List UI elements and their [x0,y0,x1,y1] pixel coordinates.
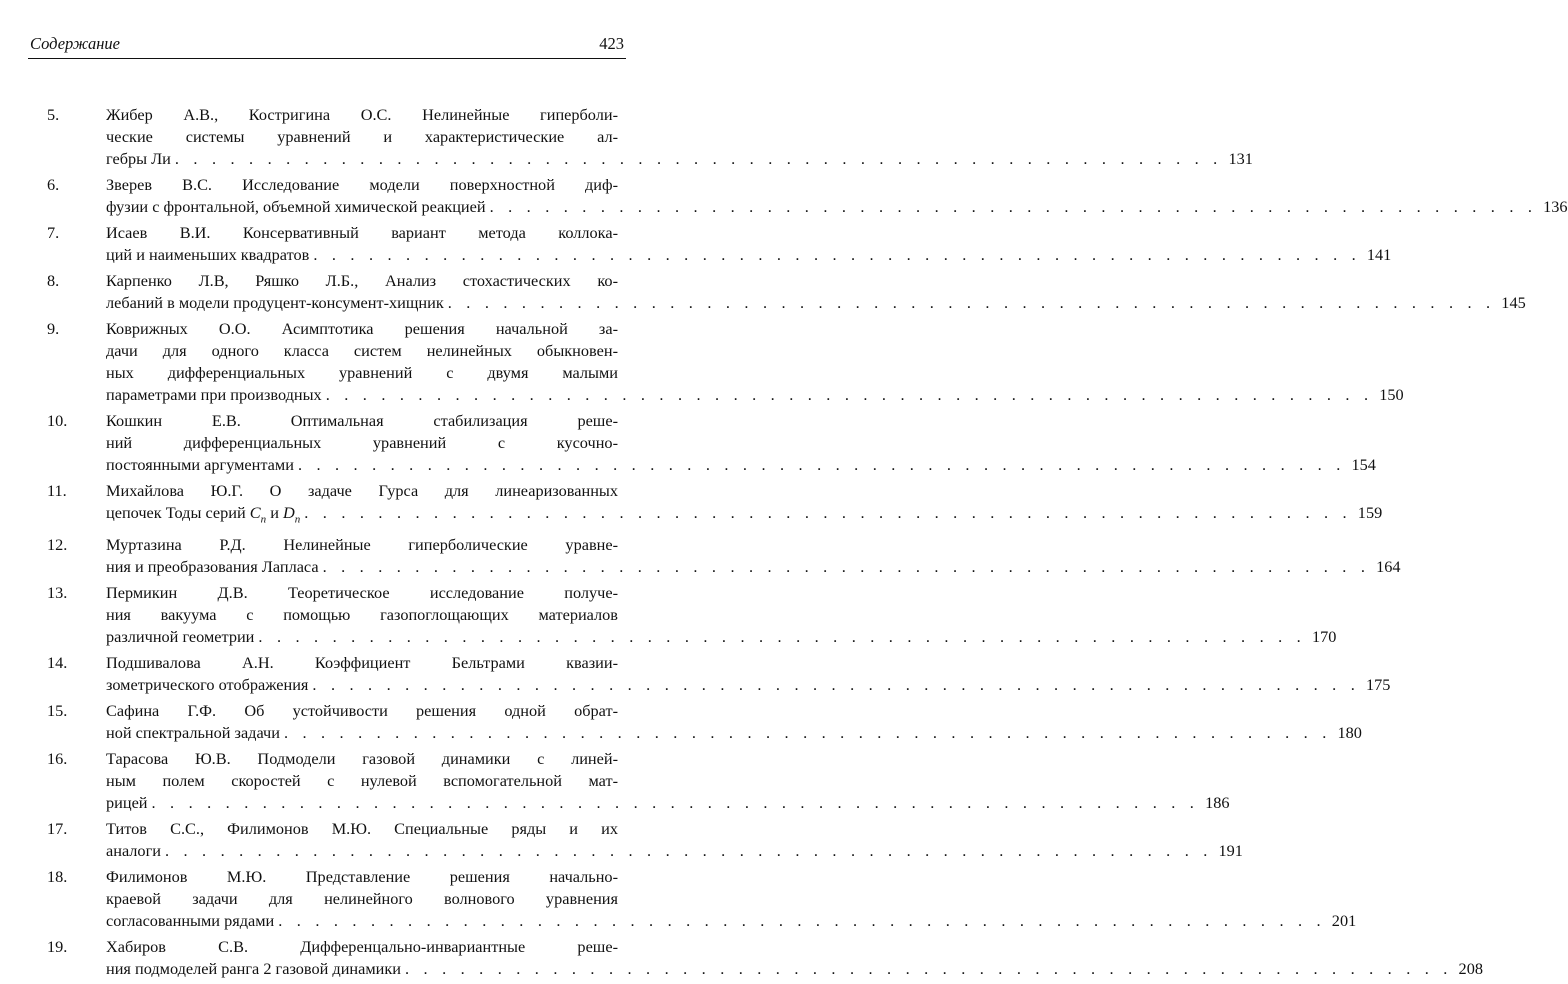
entry-text [106,582,1337,648]
entry-last-line [106,196,1568,218]
entry-line: Карпенко Л.В, Ряшко Л.Б., Анализ стохастических ко- [106,271,618,290]
entry-last-text: лебаний в модели продуцент-консумент-хищник [106,293,444,312]
entry-line: Пермикин Д.В. Теоретическое исследование получе- [106,583,618,603]
leader-dots: . . . . . . . . . . . . . . . . . . . . . . . . . . . . . . . . . . . . . . . . . . . . . . . . . . . . . . . . . [304,503,1352,522]
entry-last-line [106,674,1391,696]
entry-page-number: 191 [1218,841,1243,861]
entry-last-line [106,958,1483,980]
leader-dots: . . . . . . . . . . . . . . . . . . . . . . . . . . . . . . . . . . . . . . . . . . . . . . . . . . . . . . . . . [325,385,1374,404]
entry-number: 5. [47,105,60,124]
entry-text [106,104,1253,170]
toc-entry [0,534,1401,578]
entry-number: 16. [47,749,68,769]
entry-last-line [106,626,1337,648]
math-symbol-c: C [249,503,261,522]
entry-line: Титов С.С., Филимонов М.Ю. Специальные ряды и их [106,819,618,839]
entry-line: Кошкин Е.В. Оптимальная стабилизация реше- [106,411,618,430]
entry-text [106,270,1526,314]
entry-text [106,700,1362,744]
entry-last-text: гебры Ли [106,149,171,168]
entry-line: Муртазина Р.Д. Нелинейные гиперболические уравне- [106,535,618,555]
entry-number: 12. [47,535,68,555]
section-title: Содержание [30,34,121,53]
entry-page-number: 170 [1311,627,1337,647]
entry-last-text: ной спектральной задачи [106,723,280,743]
entry-text [106,480,1383,530]
entry-last-text: согласованными рядами [106,911,275,931]
entry-last-text: фузии с фронтальной, объемной химической реакцией [106,197,486,216]
entry-number: 13. [47,583,68,603]
entry-line: Коврижных О.О. Асимптотика решения начальной за- [106,319,618,338]
entry-text [106,410,1376,476]
entry-page-number: 186 [1205,793,1230,813]
entry-number: 17. [47,819,68,839]
leader-dots: . . . . . . . . . . . . . . . . . . . . . . . . . . . . . . . . . . . . . . . . . . . . . . . . . . . . . . . . . [283,723,1332,743]
entry-last-text: постоянными аргументами [106,455,294,474]
entry-last-text: рицей [106,793,148,813]
entry-last-line [106,792,1230,814]
toc-entry [0,748,1230,814]
leader-dots: . . . . . . . . . . . . . . . . . . . . . . . . . . . . . . . . . . . . . . . . . . . . . . . . . . . . . . . . . [164,841,1213,861]
leader-dots: . . . . . . . . . . . . . . . . . . . . . . . . . . . . . . . . . . . . . . . . . . . . . . . . . . . . . . . . . [447,293,1496,312]
entry-line: Хабиров С.В. Дифференцально-инвариантные реше- [106,937,618,957]
entry-text [106,936,1483,980]
entry-text [106,318,1404,406]
entry-last-text: ций и наименьших квадратов [106,245,310,264]
entry-text [106,818,1243,862]
entry-number: 11. [47,481,67,500]
entry-text [106,174,1568,218]
entry-last-line [106,384,1404,406]
entry-number: 18. [47,867,68,887]
entry-number: 6. [47,175,60,194]
entry-page-number: 201 [1331,911,1357,931]
toc-entry [0,410,1376,476]
entry-last-text: аналоги [106,841,161,861]
toc-entry [0,480,1383,530]
entry-number: 14. [47,653,68,673]
entry-last-text-math [106,502,300,530]
entry-page-number: 136 [1543,197,1568,216]
math-conjunction: и [266,503,283,522]
entry-line: Сафина Г.Ф. Об устойчивости решения одной обрат- [106,701,618,721]
entry-page-number: 175 [1365,675,1391,695]
entry-page-number: 150 [1379,385,1404,404]
toc-entry [0,318,1404,406]
entry-line: ческие системы уравнений и характеристические ал- [106,127,618,146]
entry-page-number: 159 [1357,503,1383,522]
entry-page-number: 180 [1337,723,1362,743]
entry-line: Подшивалова А.Н. Коэффициент Бельтрами квазии- [106,653,618,673]
entry-line: краевой задачи для нелинейного волнового уравнения [106,889,618,909]
leader-dots: . . . . . . . . . . . . . . . . . . . . . . . . . . . . . . . . . . . . . . . . . . . . . . . . . . . . . . . . . [322,557,1371,577]
leader-dots: . . . . . . . . . . . . . . . . . . . . . . . . . . . . . . . . . . . . . . . . . . . . . . . . . . . . . . . . . [258,627,1306,647]
toc-entry [0,936,1483,980]
leader-dots: . . . . . . . . . . . . . . . . . . . . . . . . . . . . . . . . . . . . . . . . . . . . . . . . . . . . . . . . . [405,959,1453,979]
toc-entry [0,818,1243,862]
entry-last-line [106,556,1401,578]
entry-line: ния вакуума с помощью газопоглощающих материалов [106,605,618,625]
leader-dots: . . . . . . . . . . . . . . . . . . . . . . . . . . . . . . . . . . . . . . . . . . . . . . . . . . . . . . . . . [297,455,1346,474]
leader-dots: . . . . . . . . . . . . . . . . . . . . . . . . . . . . . . . . . . . . . . . . . . . . . . . . . . . . . . . . . [312,675,1360,695]
entry-text [106,534,1401,578]
entry-line: Филимонов М.Ю. Представление решения начально- [106,867,618,887]
toc-entry [0,582,1337,648]
entry-line: ных дифференциальных уравнений с двумя малыми [106,363,618,382]
entry-line: ний дифференциальных уравнений с кусочно- [106,433,618,452]
entry-line: дачи для одного класса систем нелинейных обыкновен- [106,341,618,360]
entry-last-line [106,454,1376,476]
math-prefix-text: цепочек Тоды серий [106,503,250,522]
leader-dots: . . . . . . . . . . . . . . . . . . . . . . . . . . . . . . . . . . . . . . . . . . . . . . . . . . . . . . . . . [489,197,1538,216]
toc-entry [0,104,1253,170]
entry-last-line [106,502,1383,530]
entry-last-line [106,292,1526,314]
leader-dots: . . . . . . . . . . . . . . . . . . . . . . . . . . . . . . . . . . . . . . . . . . . . . . . . . . . . . . . . . [278,911,1326,931]
entry-last-text: зометрического отображения [106,675,309,695]
running-header [28,32,626,59]
leader-dots: . . . . . . . . . . . . . . . . . . . . . . . . . . . . . . . . . . . . . . . . . . . . . . . . . . . . . . . . . [174,149,1223,168]
entry-line: Михайлова Ю.Г. О задаче Гурса для линеаризованных [106,481,618,500]
entry-page-number: 208 [1458,959,1483,979]
entry-last-text: параметрами при производных [106,385,322,404]
entry-number: 15. [47,701,68,721]
entry-text [106,866,1357,932]
entry-line: Тарасова Ю.В. Подмодели газовой динамики с линей- [106,749,618,769]
entry-number: 8. [47,271,60,290]
entry-number: 7. [47,223,60,242]
entry-number: 9. [47,319,60,338]
entry-number: 10. [47,411,68,430]
entry-last-line [106,244,1392,266]
entry-page-number: 154 [1351,455,1376,474]
toc-entry [0,866,1357,932]
page-number: 423 [599,34,624,53]
entry-page-number: 131 [1228,149,1253,168]
entry-text [106,222,1392,266]
entry-page-number: 164 [1376,557,1401,577]
toc-entry [0,270,1526,314]
entry-text [106,748,1230,814]
math-subscript: n [260,513,267,526]
toc-entry [0,700,1362,744]
entry-line: Зверев В.С. Исследование модели поверхностной диф- [106,175,618,194]
math-subscript: n [294,513,301,526]
entry-last-line [106,148,1253,170]
entry-last-line [106,910,1357,932]
leader-dots: . . . . . . . . . . . . . . . . . . . . . . . . . . . . . . . . . . . . . . . . . . . . . . . . . . . . . . . . . [151,793,1200,813]
entry-last-line [106,840,1243,862]
leader-dots: . . . . . . . . . . . . . . . . . . . . . . . . . . . . . . . . . . . . . . . . . . . . . . . . . . . . . . . . . [313,245,1361,264]
entry-page-number: 141 [1366,245,1392,264]
entry-last-text: ния подмоделей ранга 2 газовой динамики [106,959,401,979]
entry-page-number: 145 [1501,293,1526,312]
table-of-contents [0,104,1568,984]
entry-line: ным полем скоростей с нулевой вспомогательной мат- [106,771,618,791]
entry-text [106,652,1391,696]
entry-last-line [106,722,1362,744]
toc-entry [0,222,1392,266]
math-symbol-d: D [282,503,295,522]
entry-line: Жибер А.В., Костригина О.С. Нелинейные гиперболи- [106,105,618,124]
entry-number: 19. [47,937,68,957]
entry-last-text: ния и преобразования Лапласа [106,557,319,577]
entry-line: Исаев В.И. Консервативный вариант метода коллока- [106,223,618,242]
entry-last-text: различной геометрии [106,627,255,647]
toc-entry [0,174,1568,218]
toc-entry [0,652,1391,696]
